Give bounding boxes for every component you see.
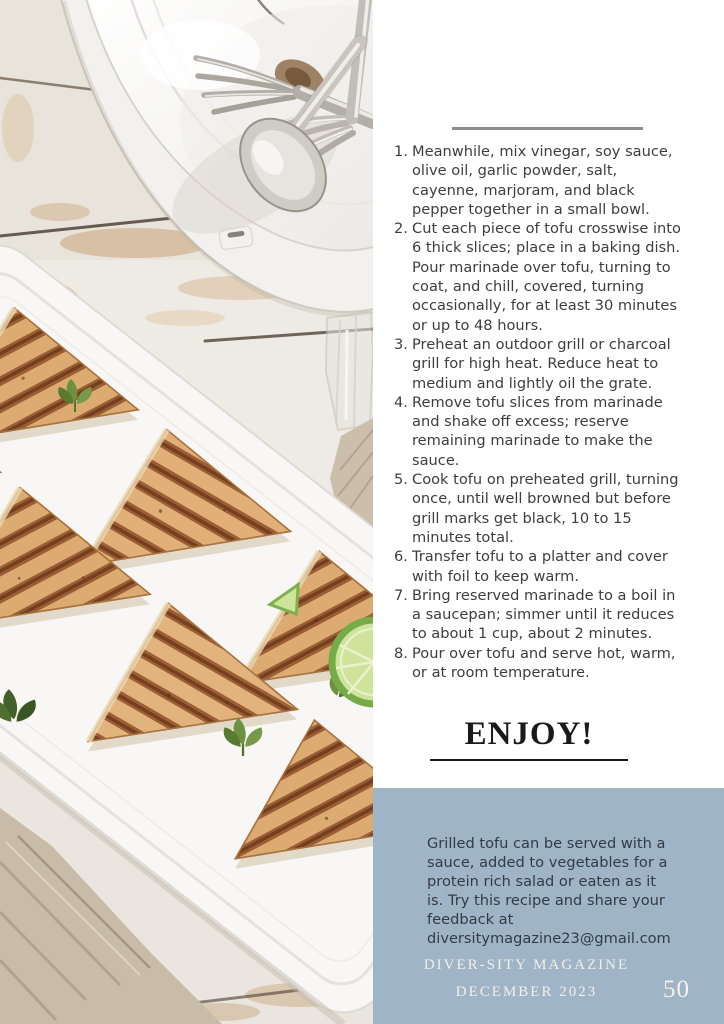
instruction-step: Cut each piece of tofu crosswise into 6 thick slices; place in a baking dish. Pour marinade over tofu, turning to coat, and chill, covered, turning occasionally, for at least 30 minutes or up to 48 hours. [412,220,681,334]
serving-note [427,834,669,948]
enjoy-heading: ENJOY! [430,716,628,761]
instruction-step: Remove tofu slices from marinade and shake off excess; reserve remaining marinade to make the sauce. [412,393,663,469]
instruction-step: Preheat an outdoor grill or charcoal grill for high heat. Reduce heat to medium and lightly oil the grate. [412,335,671,392]
serving-note-text: Grilled tofu can be served with a sauce, added to vegetables for a protein rich salad or eaten as it is. Try this recipe and share your feedback at [427,835,668,928]
feedback-email: diversitymagazine23@gmail.com [427,930,671,947]
instruction-step: Cook tofu on preheated grill, turning once, until well browned but before grill marks get black, 10 to 15 minutes total. [412,471,679,546]
issue-date: DECEMBER 2023 [455,984,598,1000]
recipe-column [373,0,724,788]
note-box [373,788,724,1024]
instructions-list [412,142,684,682]
magazine-name: DIVER-SITY MAGAZINE [423,957,630,973]
instruction-step: Transfer tofu to a platter and cover with foil to keep warm. [412,548,668,585]
top-divider-rule [452,127,643,130]
instruction-step: Pour over tofu and serve hot, warm, or at room temperature. [412,644,676,682]
instruction-step: Meanwhile, mix vinegar, soy sauce, olive oil, garlic powder, salt, cayenne, marjoram, and black pepper together in a small bowl. [412,143,673,218]
enjoy-heading-wrap [429,716,629,761]
instruction-step: Bring reserved marinade to a boil in a saucepan; simmer until it reduces to about 1 cup, about 2 minutes. [412,586,676,643]
page-number: 50 [663,976,690,1003]
